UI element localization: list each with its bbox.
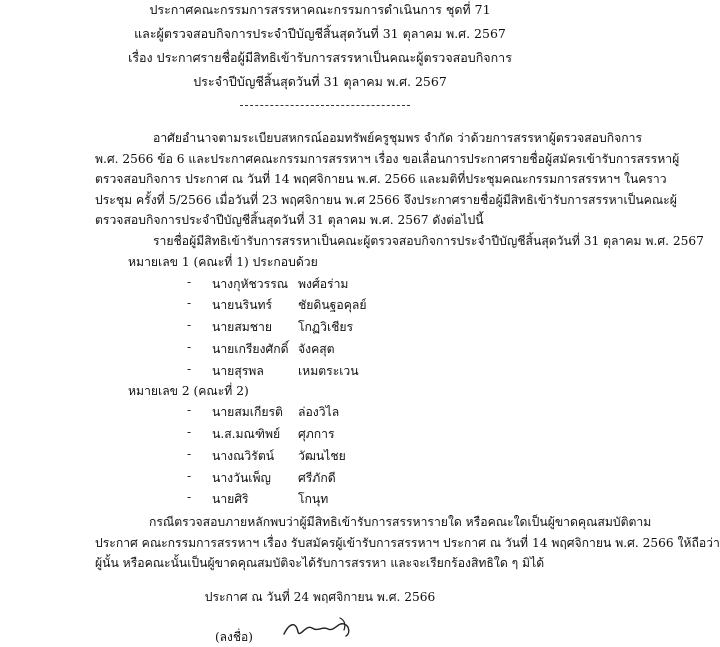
member-first-name: นางกุหัชวรรณ: [212, 277, 289, 291]
bullet-dash: -: [187, 447, 192, 461]
member-last-name: พงศ์อร่าม: [298, 277, 349, 291]
member-last-name: ล่องวิไล: [298, 405, 340, 419]
bullet-dash: -: [187, 469, 192, 483]
announcement-date: ประกาศ ณ วันที่ 24 พฤศจิกายน พ.ศ. 2566: [204, 590, 436, 604]
group-2-title: หมายเลข 2 (คณะที่ 2): [128, 384, 249, 398]
intro-line: อาศัยอำนาจตามระเบียบสหกรณ์ออมทรัพย์ครูชุมพร จำกัด ว่าด้วยการสรรหาผู้ตรวจสอบกิจการ: [153, 131, 643, 145]
closing-line: ผู้นั้น หรือคณะนั้นเป็นผู้ขาดคุณสมบัติจะได้รับการสรรหา และจะเรียกร้องสิทธิใด ๆ มิได้: [95, 556, 545, 570]
header-line-1: ประกาศคณะกรรมการสรรหาคณะกรรมการดำเนินการ ชุดที่ 71: [149, 2, 491, 17]
intro-line: พ.ศ. 2566 ข้อ 6 และประกาศคณะกรรมการสรรหาฯ เรื่อง ขอเลื่อนการประกาศรายชื่อผู้สมัครเข้ารับการสรรหาผู้: [95, 151, 680, 166]
bullet-dash: -: [187, 490, 192, 504]
member-first-name: นายสมชาย: [212, 320, 273, 334]
member-last-name: เหมตระเวน: [298, 364, 359, 378]
bullet-dash: -: [187, 425, 192, 439]
member-first-name: นางวันเพ็ญ: [212, 471, 271, 485]
header-line-2: และผู้ตรวจสอบกิจการประจำปีบัญชีสิ้นสุดวันที่ 31 ตุลาคม พ.ศ. 2567: [134, 26, 506, 41]
member-first-name: นายศิริ: [212, 492, 249, 506]
member-last-name: จังคสุต: [298, 342, 335, 356]
bullet-dash: -: [187, 318, 192, 332]
bullet-dash: -: [187, 275, 192, 289]
member-first-name: นายสุรพล: [212, 364, 264, 378]
dashed-separator: [240, 105, 410, 106]
member-last-name: ชัยดินฐอคุลย์: [298, 298, 367, 312]
member-first-name: นางณวิรัตน์: [212, 449, 275, 463]
bullet-dash: -: [187, 340, 192, 354]
member-first-name: น.ส.มณฑิพย์: [212, 427, 281, 441]
member-first-name: นายเกรียงศักดิ์: [212, 342, 289, 356]
list-intro: รายชื่อผู้มีสิทธิเข้ารับการสรรหาเป็นคณะผู้ตรวจสอบกิจการประจำปีบัญชีสิ้นสุดวันที่ 31 ตุลาคม พ.ศ. 2567: [153, 234, 704, 248]
member-last-name: ศุภการ: [298, 427, 335, 441]
intro-line: ประชุม ครั้งที่ 5/2566 เมื่อวันที่ 23 พฤศจิกายน พ.ศ 2566 จึงประกาศรายชื่อผู้มีสิทธิเข้ารับการสรรหาเป็นคณะผู้: [95, 192, 677, 207]
header-line-4: ประจำปีบัญชีสิ้นสุดวันที่ 31 ตุลาคม พ.ศ. 2567: [193, 74, 447, 89]
bullet-dash: -: [187, 296, 192, 310]
closing-paragraph: [95, 512, 720, 574]
header-line-3: เรื่อง ประกาศรายชื่อผู้มีสิทธิเข้ารับการสรรหาเป็นคณะผู้ตรวจสอบกิจการ: [128, 50, 512, 65]
member-last-name: โกนุท: [298, 492, 329, 506]
member-first-name: นายสมเกียรติ: [212, 405, 283, 419]
intro-line: ตรวจสอบกิจการ ประกาศ ณ วันที่ 14 พฤศจิกายน พ.ศ. 2566 และมติที่ประชุมคณะกรรมการสรรหาฯ ในคราว: [95, 172, 667, 186]
closing-line: กรณีตรวจสอบภายหลักพบว่าผู้มีสิทธิเข้ารับการสรรหารายใด หรือคณะใดเป็นผู้ขาดคุณสมบัติตาม: [149, 515, 652, 529]
group-1-title: หมายเลข 1 (คณะที่ 1) ประกอบด้วย: [128, 255, 318, 269]
bullet-dash: -: [187, 403, 192, 417]
signature-label: (ลงชื่อ): [215, 630, 253, 644]
intro-paragraph: [95, 128, 680, 231]
closing-line: ประกาศ คณะกรรมการสรรหาฯ เรื่อง รับสมัครผู้เข้ารับการสรรหาฯ ประกาศ ณ วันที่ 14 พฤศจิกายน พ.ศ. 2566 ให้ถือว่า: [95, 535, 720, 550]
handwritten-signature: [280, 614, 360, 640]
member-first-name: นายนรินทร์: [212, 298, 273, 312]
intro-line: ตรวจสอบกิจการประจำปีบัญชีสิ้นสุดวันที่ 31 ตุลาคม พ.ศ. 2567 ดังต่อไปนี้: [95, 213, 484, 227]
bullet-dash: -: [187, 362, 192, 376]
member-last-name: วัฒนไชย: [298, 449, 346, 463]
member-last-name: ศรีภักดี: [298, 471, 336, 485]
member-last-name: โกฏวิเชียร: [298, 320, 354, 334]
